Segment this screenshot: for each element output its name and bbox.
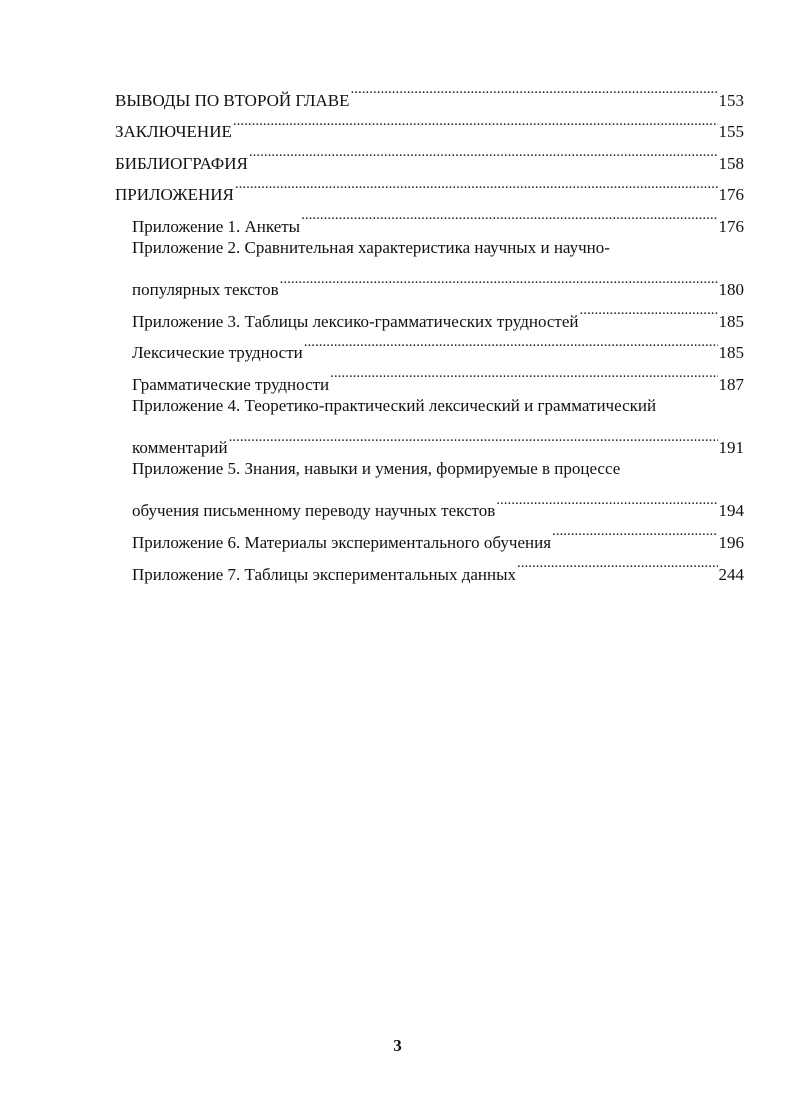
toc-leader-dots [496,485,717,517]
toc-entry-page: 176 [718,185,744,205]
toc-entry-title: Приложение 1. Анкеты [132,216,301,236]
table-of-contents [115,74,744,584]
toc-entry-page: 158 [718,153,744,173]
toc-entry-title: Грамматические трудности [132,374,330,394]
toc-leader-dots [304,327,718,359]
page-number: 3 [393,1036,402,1055]
toc-entry-title-continued: комментарий [132,438,228,458]
toc-entry-title: Приложение 3. Таблицы лексико-грамматических трудностей [132,311,579,331]
toc-entry-page: 185 [718,343,744,363]
toc-entry-title: Приложение 4. Теоретико-практический лексический и грамматический [132,395,657,415]
toc-entry-appendix-2-line1[interactable] [115,232,744,264]
toc-entry-page: 155 [718,122,744,142]
toc-entry-appendix-4-line2[interactable] [115,422,744,458]
toc-entry-appendix-4-line1[interactable] [115,390,744,422]
toc-leader-dots [235,169,718,201]
toc-entry-title: ВЫВОДЫ ПО ВТОРОЙ ГЛАВЕ [115,90,350,110]
toc-entry-page: 244 [718,564,744,584]
toc-entry-page: 176 [718,216,744,236]
toc-leader-dots [330,358,717,390]
toc-entry-title: ПРИЛОЖЕНИЯ [115,185,234,205]
toc-entry-page: 187 [718,374,744,394]
toc-entry-page: 180 [718,280,744,300]
toc-entry-conclusions-chapter-2[interactable] [115,74,744,110]
toc-entry-title: БИБЛИОГРАФИЯ [115,153,248,173]
toc-entry-title: Лексические трудности [132,343,303,363]
toc-entry-page: 185 [718,311,744,331]
toc-entry-title: Приложение 6. Материалы экспериментального обучения [132,532,552,552]
toc-leader-dots [351,74,718,106]
toc-leader-dots [301,200,717,232]
toc-entry-title: Приложение 7. Таблицы экспериментальных данных [132,564,517,584]
toc-leader-dots [552,516,717,548]
toc-entry-title: ЗАКЛЮЧЕНИЕ [115,122,232,142]
toc-entry-page: 194 [718,501,744,521]
toc-entry-appendix-5-line1[interactable] [115,453,744,485]
toc-entry-appendix-5-line2[interactable] [115,485,744,521]
toc-leader-dots [580,295,718,327]
toc-leader-dots [249,137,718,169]
toc-entry-title: Приложение 2. Сравнительная характеристика научных и научно- [132,237,610,257]
toc-entry-title-continued: популярных текстов [132,280,279,300]
toc-entry-title: Приложение 5. Знания, навыки и умения, формируемые в процессе [132,459,621,479]
toc-entry-appendix-2-line2[interactable] [115,264,744,300]
toc-entry-page: 196 [718,532,744,552]
toc-leader-dots [280,264,718,296]
toc-entry-page: 191 [718,438,744,458]
toc-leader-dots [517,548,717,580]
toc-entry-title-continued: обучения письменному переводу научных текстов [132,501,496,521]
toc-leader-dots [229,422,718,454]
toc-entry-page: 153 [718,90,744,110]
toc-leader-dots [233,106,718,138]
